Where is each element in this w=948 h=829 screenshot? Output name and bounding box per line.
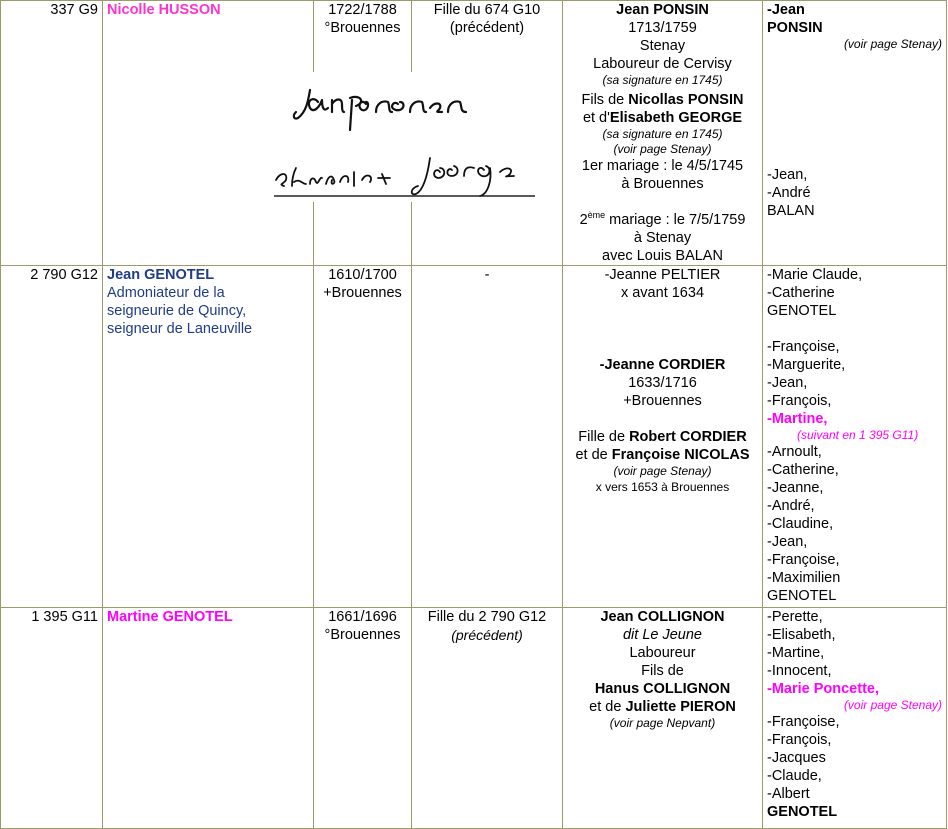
generation-number: 2 790 G12 (1, 266, 103, 608)
and-prefix: et d' (582, 110, 610, 126)
child-name: -Catherine (767, 285, 835, 301)
dates-cell (314, 608, 412, 829)
children-cell (763, 266, 947, 608)
spouse-name: Jean COLLIGNON (600, 609, 725, 625)
father-name: Nicollas PONSIN (628, 92, 744, 108)
first-marriage-place: à Brouennes (621, 176, 704, 192)
dates-cell (314, 266, 412, 608)
spouse-place: Stenay (639, 38, 686, 54)
child-name: -Jean, (767, 375, 808, 391)
highlighted-child[interactable]: -Martine, (767, 411, 828, 427)
see-page-link[interactable]: (voir page Stenay) (613, 142, 712, 156)
parents-prefix: Fille de (578, 429, 630, 445)
child-surname: PONSIN (767, 20, 823, 36)
signature-note: (sa signature en 1745) (602, 73, 723, 87)
child-name: -Elisabeth, (767, 627, 836, 643)
child-name: -Albert (767, 786, 810, 802)
child-name: -Françoise, (767, 339, 840, 355)
mother-name: Françoise NICOLAS (611, 447, 750, 463)
and-prefix: et de (589, 699, 626, 715)
child-name: -Claudine, (767, 516, 834, 532)
spouse-occupation: Laboureur de Cervisy (593, 56, 732, 72)
generation-number: 1 395 G11 (1, 608, 103, 829)
child-name: -Innocent, (767, 663, 832, 679)
see-page-link[interactable]: (voir page Stenay) (843, 37, 942, 51)
see-page-link[interactable]: (voir page Stenay) (613, 464, 712, 478)
relation-cell (412, 266, 563, 608)
spouse-name: -Jeanne CORDIER (599, 357, 726, 373)
death-place: +Brouennes (323, 285, 402, 301)
relation-note: (précédent) (449, 20, 525, 36)
generation-number: 337 G9 (1, 1, 103, 266)
see-page-link[interactable]: (voir page Stenay) (843, 698, 942, 712)
second-marriage-place: à Stenay (633, 230, 692, 246)
birth-death-dates: 1610/1700 (328, 267, 397, 283)
child-surname: GENOTEL (767, 588, 837, 604)
person-title: seigneur de Laneuville (107, 321, 253, 337)
first-spouse: -Jeanne PELTIER (604, 267, 721, 283)
birth-death-dates: 1661/1696 (328, 609, 397, 625)
child-name: -Claude, (767, 768, 822, 784)
first-marriage: x avant 1634 (620, 285, 705, 301)
child-name: -André, (767, 498, 815, 514)
and-prefix: et de (575, 447, 612, 463)
children-cell (763, 1, 947, 266)
child-name: -François, (767, 732, 832, 748)
child-name: -Jean, (767, 534, 808, 550)
child-surname: GENOTEL (767, 804, 838, 820)
next-generation-note[interactable]: (suivant en 1 395 G11) (797, 428, 919, 442)
table-row (1, 266, 947, 608)
spouse-cell (563, 1, 763, 266)
second-marriage: 2ème mariage : le 7/5/1759 (579, 210, 746, 228)
person-name-cell (103, 608, 314, 829)
child-name: -Jeanne, (767, 480, 824, 496)
child-name: -Perette, (767, 609, 823, 625)
child-name: -Arnoult, (767, 444, 822, 460)
person-name: Martine GENOTEL (107, 609, 233, 625)
child-name: -Marie Claude, (767, 267, 863, 283)
father-name: Robert CORDIER (629, 429, 747, 445)
signatures-image (270, 72, 545, 202)
child-surname: GENOTEL (767, 303, 837, 319)
person-name-cell (103, 266, 314, 608)
relation-text: Fille du 674 G10 (433, 2, 541, 18)
person-name: Jean GENOTEL (107, 267, 215, 283)
spouse-name: Jean PONSIN (616, 2, 709, 18)
person-name: Nicolle HUSSON (107, 2, 221, 18)
relation-text: Fille du 2 790 G12 (427, 609, 547, 625)
second-marriage: x vers 1653 à Brouennes (595, 480, 730, 494)
relation-text: - (484, 267, 490, 283)
father-name: Hanus COLLIGNON (594, 681, 731, 697)
spouse-occupation: Laboureur (629, 645, 696, 661)
mother-name: Juliette PIERON (625, 699, 736, 715)
child-name: -Martine, (767, 645, 825, 661)
see-page-link[interactable]: (voir page Nepvant) (609, 716, 716, 730)
spouse-death-place: +Brouennes (623, 393, 702, 409)
first-marriage: 1er mariage : le 4/5/1745 (581, 158, 744, 174)
signature-note-2: (sa signature en 1745) (602, 127, 723, 141)
person-title: Admoniateur de la (107, 285, 225, 301)
child-name: -François, (767, 393, 832, 409)
child-name: -Jacques (767, 750, 826, 766)
child-name: -Françoise, (767, 714, 840, 730)
highlighted-child[interactable]: -Marie Poncette, (767, 681, 879, 697)
birth-place: °Brouennes (324, 627, 401, 643)
table-row (1, 608, 947, 829)
parents-prefix: Fils de (641, 663, 684, 679)
child-name: -Maximilien (767, 570, 841, 586)
relation-cell (412, 608, 563, 829)
second-marriage-partner: avec Louis BALAN (602, 248, 723, 264)
spouse-cell (563, 608, 763, 829)
child-name: -Catherine, (767, 462, 839, 478)
spouse-alias: dit Le Jeune (622, 627, 702, 643)
children-cell (763, 608, 947, 829)
spouse-cell (563, 266, 763, 608)
relation-note: (précédent) (451, 627, 523, 643)
spouse-dates: 1633/1716 (628, 375, 697, 391)
child-name: -Jean, (767, 167, 808, 183)
birth-place: °Brouennes (324, 20, 401, 36)
child-name: -André (767, 185, 811, 201)
child-surname: BALAN (767, 203, 815, 219)
parents-prefix: Fils de (581, 92, 629, 108)
child-name: -Françoise, (767, 552, 840, 568)
child-name: -Jean (767, 2, 805, 18)
person-title: seigneurie de Quincy, (107, 303, 247, 319)
child-name: -Marguerite, (767, 357, 846, 373)
birth-death-dates: 1722/1788 (328, 2, 397, 18)
spouse-dates: 1713/1759 (628, 20, 697, 36)
mother-name: Elisabeth GEORGE (609, 110, 743, 126)
